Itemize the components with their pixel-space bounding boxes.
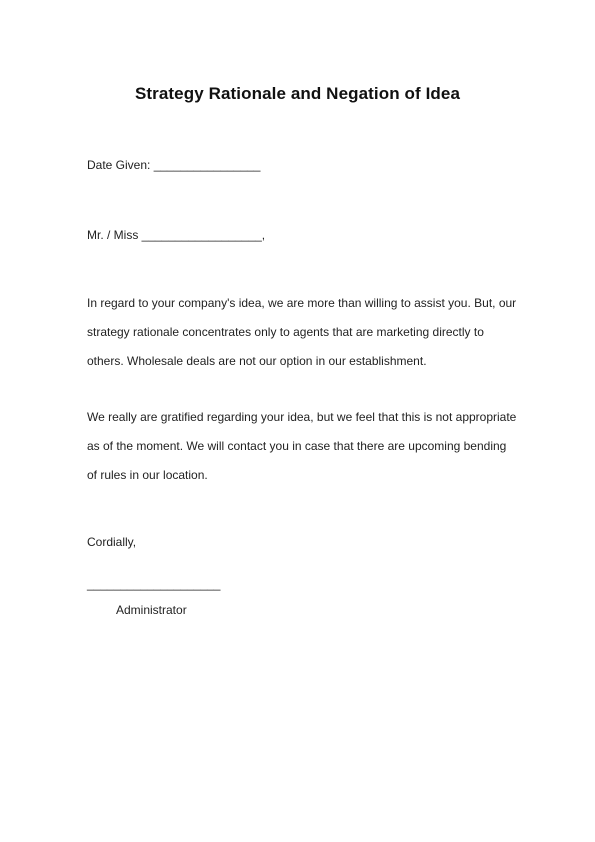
- paragraph-2-line-1: We really are gratified regarding your idea, but we feel that this is not appropriate: [87, 410, 517, 424]
- paragraph-1-line-2: strategy rationale concentrates only to agents that are marketing directly to: [87, 325, 484, 339]
- date-given-line: Date Given: ________________: [87, 158, 261, 172]
- signature-title: Administrator: [116, 603, 187, 617]
- paragraph-2-line-2: as of the moment. We will contact you in case that there are upcoming bending: [87, 439, 507, 453]
- document-title: Strategy Rationale and Negation of Idea: [134, 84, 461, 103]
- paragraph-1-line-1: In regard to your company's idea, we are more than willing to assist you. But, our: [87, 296, 517, 310]
- paragraph-2-line-3: of rules in our location.: [87, 468, 208, 482]
- closing-text: Cordially,: [87, 535, 137, 549]
- paragraph-1-line-3: others. Wholesale deals are not our option in our establishment.: [87, 354, 427, 368]
- salutation-line: Mr. / Miss __________________,: [87, 228, 266, 242]
- signature-line: ____________________: [87, 577, 221, 591]
